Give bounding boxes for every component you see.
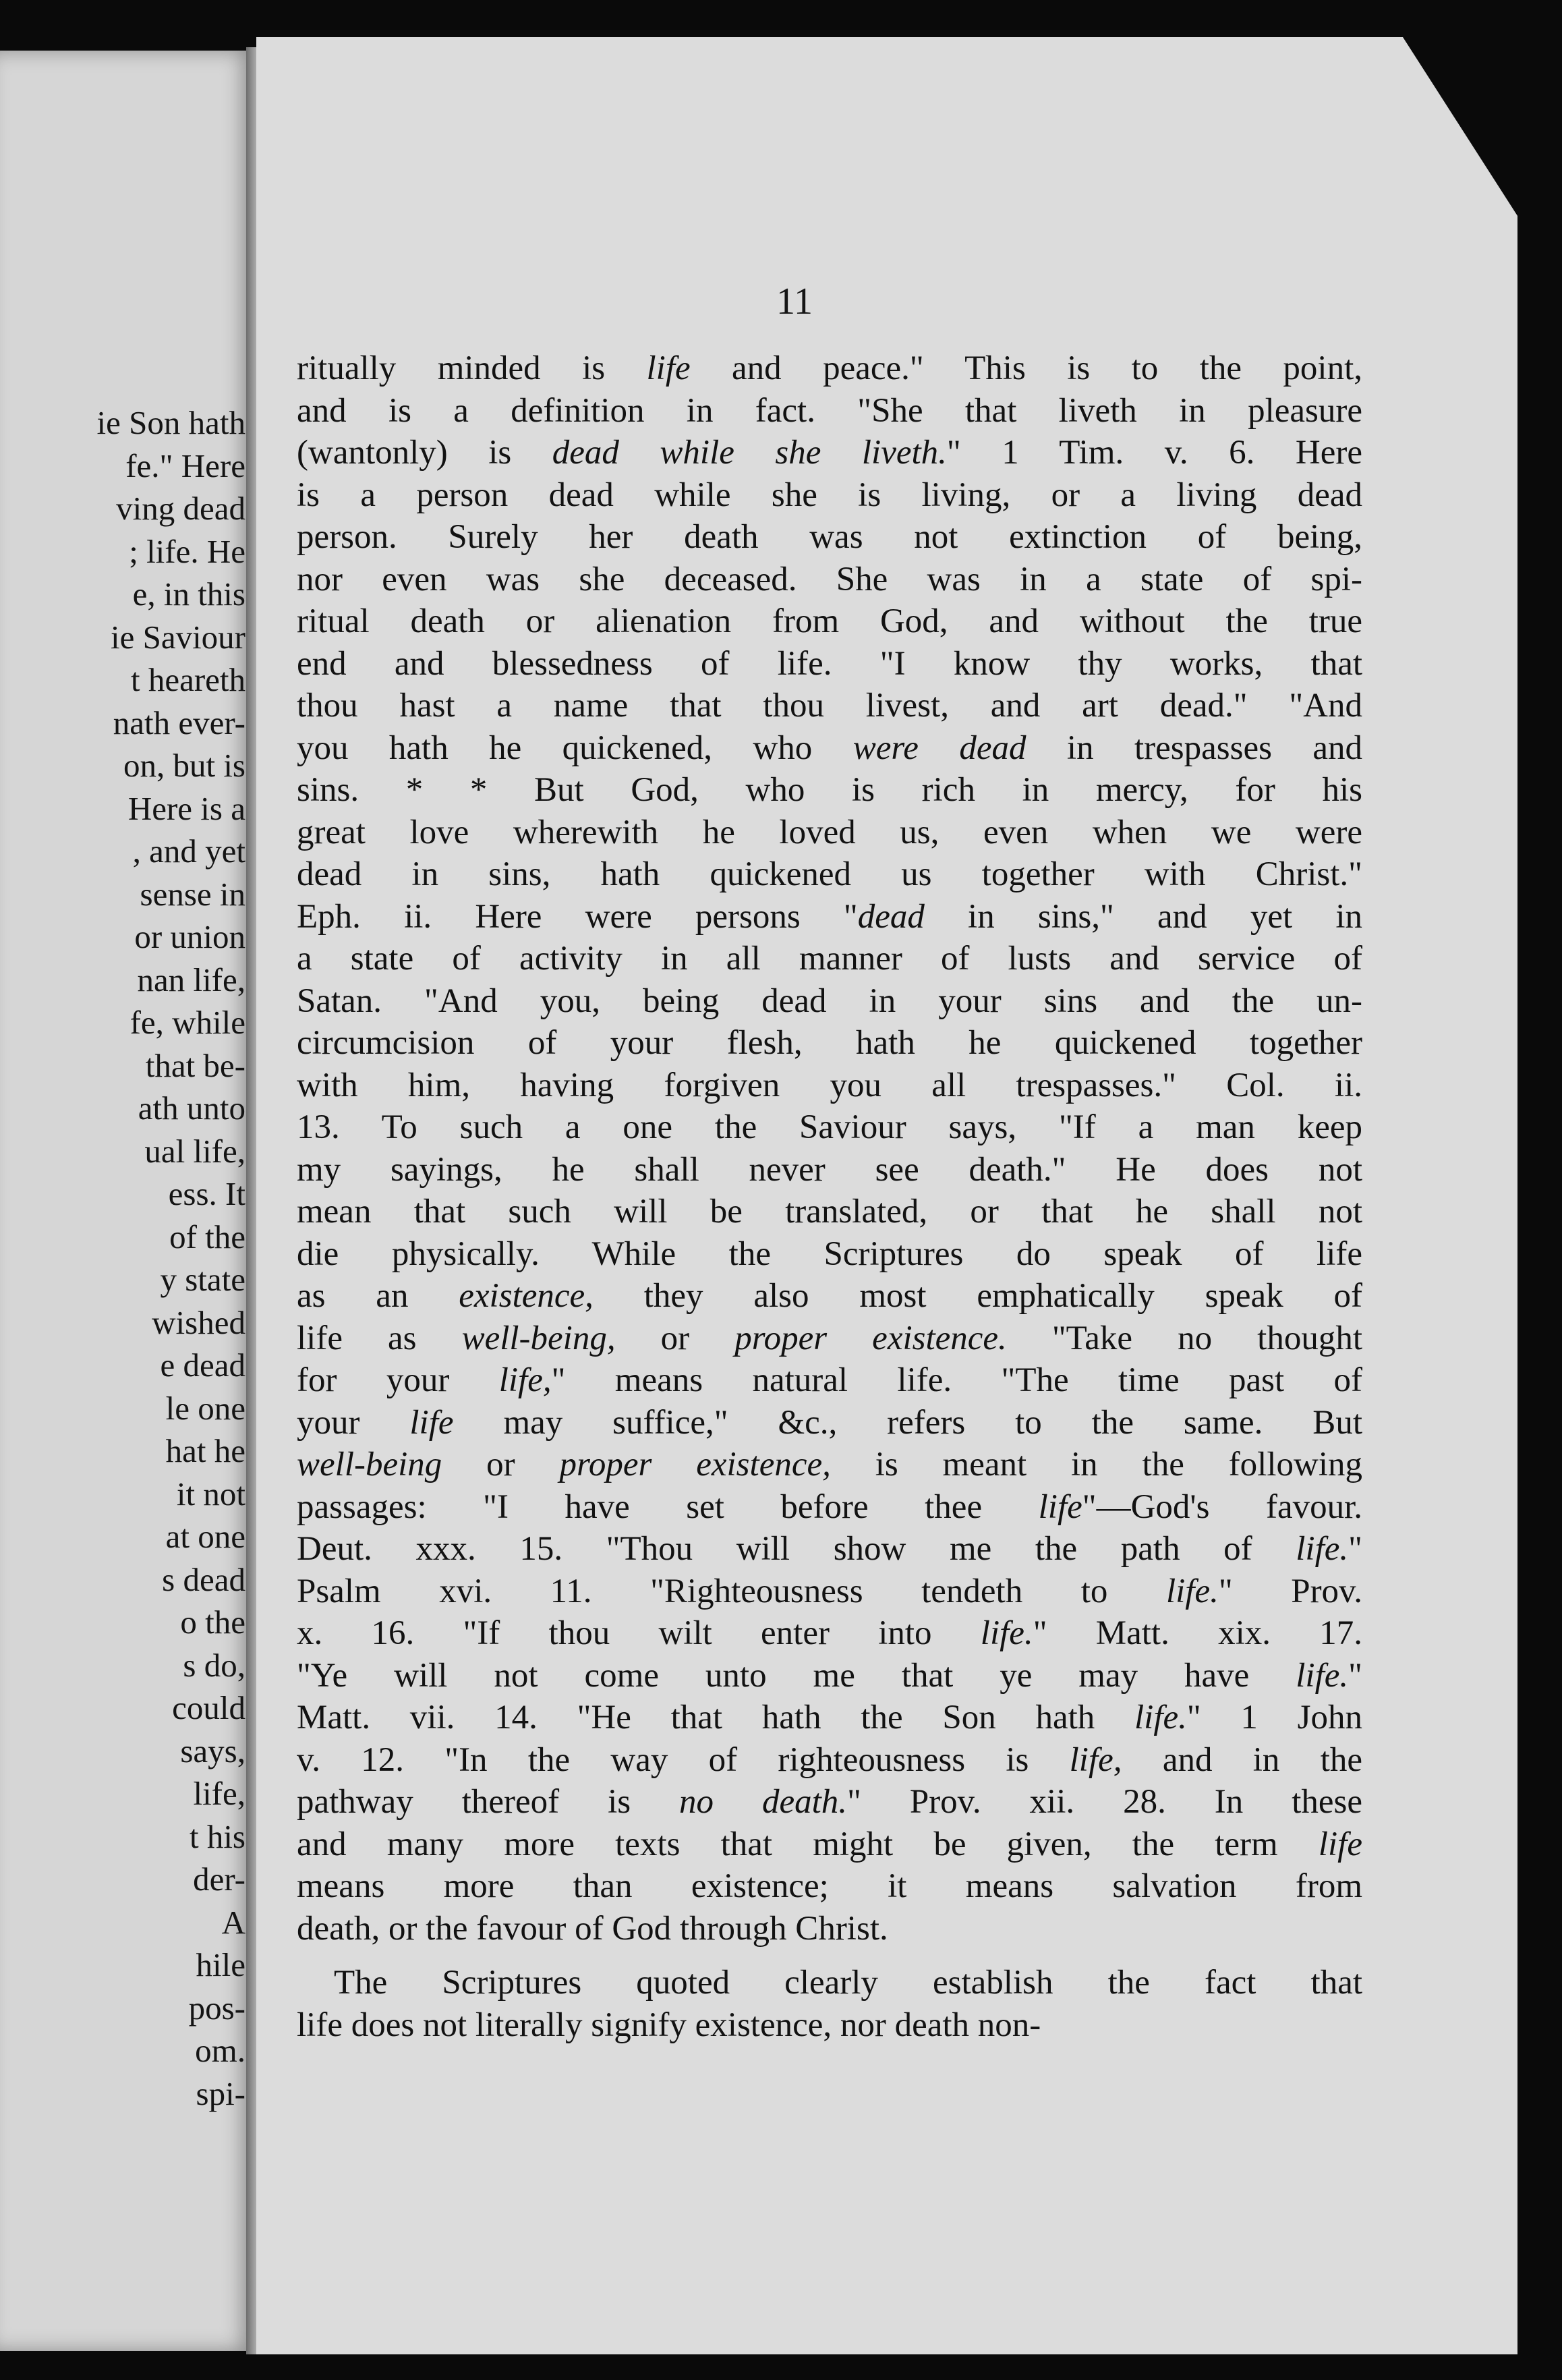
left-page-line: e, in this	[132, 575, 245, 613]
text-run: Psalm xvi. 11. "Righteousness tendeth to	[297, 1572, 1166, 1610]
text-line	[297, 1106, 1362, 1149]
left-page-line: der-	[193, 1861, 245, 1898]
text-line	[297, 1402, 1362, 1444]
text-run: my sayings, he shall never see death." He does not	[297, 1150, 1362, 1189]
text-line	[297, 1233, 1362, 1276]
text-run: is a person dead while she is living, or a living dead	[297, 476, 1362, 514]
left-page-line: it not	[176, 1475, 245, 1512]
text-run: " means natural life. "The time past of	[551, 1361, 1362, 1399]
text-line	[297, 1612, 1362, 1655]
text-line	[297, 432, 1362, 474]
text-run: may suffice," &c., refers to the same. But	[453, 1403, 1362, 1442]
text-run: die physically. While the Scriptures do speak of life	[297, 1235, 1362, 1273]
left-page-line: hat he	[165, 1432, 245, 1469]
left-page-line: pos-	[188, 1989, 245, 2027]
italic-text: life.	[1296, 1656, 1349, 1695]
text-run: with him, having forgiven you all trespasses." Col. ii.	[297, 1066, 1362, 1104]
left-page-line: , and yet	[132, 832, 245, 870]
text-run: Deut. xxx. 15. "Thou will show me the path of	[297, 1530, 1296, 1568]
text-run: or	[615, 1319, 735, 1357]
left-page-line: ; life. He	[129, 532, 245, 570]
text-line	[297, 1823, 1362, 1866]
left-page-line: ath unto	[138, 1089, 245, 1127]
text-line	[297, 474, 1362, 517]
text-run: person. Surely her death was not extinction of being,	[297, 518, 1362, 556]
text-run: thou hast a name that thou livest, and art dead." "And	[297, 687, 1362, 725]
italic-text: life,	[1069, 1740, 1122, 1779]
left-page-line: of the	[169, 1218, 245, 1255]
text-line	[297, 516, 1362, 559]
text-line	[297, 980, 1362, 1023]
left-page-text	[0, 401, 245, 2115]
left-page	[0, 51, 255, 2351]
italic-text: were dead	[852, 729, 1026, 767]
text-run: they also most emphatically speak of	[593, 1277, 1363, 1315]
text-run: " 1 John	[1186, 1699, 1363, 1736]
italic-text: dead	[857, 897, 925, 936]
left-page-line: ie Son hath	[96, 404, 245, 441]
text-line	[297, 1908, 1362, 1950]
left-page-line: sense in	[140, 875, 245, 913]
text-run: pathway thereof is	[297, 1783, 680, 1821]
text-run: (wantonly) is	[297, 434, 552, 472]
text-line	[297, 938, 1362, 980]
text-line	[297, 1781, 1362, 1823]
left-page-line: wished	[152, 1303, 245, 1341]
text-line	[297, 600, 1362, 643]
text-run: Satan. "And you, being dead in your sins and the un-	[297, 982, 1362, 1020]
text-run: ritually minded is	[297, 349, 647, 387]
text-run: "	[1348, 1656, 1362, 1695]
italic-text: well-being	[297, 1446, 442, 1483]
text-line	[297, 1065, 1362, 1107]
left-page-line: could	[172, 1689, 245, 1726]
text-run: mean that such will be translated, or that he shall not	[297, 1193, 1362, 1230]
text-line	[297, 1865, 1362, 1908]
italic-text: existence,	[459, 1277, 594, 1315]
left-page-line: o the	[180, 1604, 245, 1641]
page-number: 11	[776, 281, 813, 322]
italic-text: life.	[980, 1614, 1033, 1652]
text-run: Matt. vii. 14. "He that hath the Son hath	[297, 1699, 1134, 1736]
text-line	[297, 896, 1362, 938]
left-page-line: or union	[134, 918, 245, 955]
left-page-line: on, but is	[123, 747, 245, 784]
italic-text: life.	[1165, 1572, 1219, 1610]
text-line	[297, 1570, 1362, 1613]
left-page-line: ving dead	[116, 490, 245, 527]
text-run: nor even was she deceased. She was in a state of spi-	[297, 560, 1362, 598]
left-page-line: fe." Here	[125, 447, 245, 484]
text-run: for your	[297, 1361, 499, 1399]
text-run: ritual death or alienation from God, and without the true	[297, 602, 1362, 640]
text-run: death, or the favour of God through Christ.	[297, 1909, 888, 1948]
text-run: and peace." This is to the point,	[690, 349, 1362, 387]
text-line	[297, 2004, 1362, 2047]
left-page-line: at one	[165, 1518, 245, 1555]
text-run: or	[442, 1446, 560, 1483]
left-page-line: t his	[189, 1817, 245, 1855]
text-line	[297, 685, 1362, 727]
left-page-line: y state	[160, 1261, 245, 1298]
italic-text: life.	[1296, 1530, 1349, 1568]
paragraph	[297, 1962, 1362, 2046]
text-line	[297, 1655, 1362, 1697]
left-page-line: nath ever-	[113, 704, 245, 741]
left-page-line: says,	[180, 1732, 245, 1769]
text-line	[297, 390, 1362, 432]
text-run: "—God's favour.	[1082, 1488, 1363, 1526]
text-run: as an	[297, 1277, 459, 1315]
text-run: and in the	[1122, 1740, 1362, 1779]
left-page-line: hile	[196, 1946, 245, 1983]
text-run: " Prov. xii. 28. In these	[847, 1783, 1363, 1821]
text-line	[297, 1528, 1362, 1570]
text-line	[297, 1962, 1362, 2004]
italic-text: life.	[1134, 1699, 1187, 1736]
text-line	[297, 1486, 1362, 1529]
left-page-line: that be-	[145, 1046, 245, 1084]
left-page-line: t heareth	[130, 661, 245, 698]
text-run: is meant in the following	[830, 1446, 1362, 1483]
text-run: in sins," and yet in	[924, 897, 1362, 936]
page-body-text	[297, 347, 1362, 2046]
text-line	[297, 643, 1362, 685]
text-run: " 1 Tim. v. 6. Here	[946, 434, 1362, 472]
left-page-line: le one	[165, 1389, 245, 1427]
paragraph	[297, 347, 1362, 1950]
left-page-line: ie Saviour	[110, 618, 245, 656]
text-run: v. 12. "In the way of righteousness is	[297, 1740, 1070, 1779]
text-line	[297, 727, 1362, 770]
text-line	[297, 1318, 1362, 1360]
text-line	[297, 812, 1362, 854]
text-run: " Prov.	[1218, 1572, 1362, 1610]
text-line	[297, 1739, 1362, 1782]
text-run: and is a definition in fact. "She that liveth in pleasure	[297, 391, 1362, 430]
left-page-line: e dead	[160, 1347, 245, 1384]
text-run: " Matt. xix. 17.	[1033, 1614, 1363, 1652]
text-line	[297, 1359, 1362, 1402]
text-line	[297, 1275, 1362, 1318]
text-run: and many more texts that might be given, the term	[297, 1825, 1319, 1863]
italic-text: life	[646, 349, 691, 387]
text-run: The Scriptures quoted clearly establish the fact that	[334, 1964, 1362, 2002]
text-run: life does not literally signify existence, nor death non-	[297, 2006, 1041, 2044]
left-page-line: ess. It	[168, 1175, 245, 1212]
text-run: a state of activity in all manner of lusts and service of	[297, 940, 1362, 978]
text-run: "	[1348, 1530, 1362, 1568]
left-page-line: spi-	[196, 2074, 245, 2112]
text-run: end and blessedness of life. "I know thy works, that	[297, 644, 1362, 683]
left-page-line: nan life,	[137, 961, 245, 998]
text-line	[297, 347, 1362, 390]
text-line	[297, 1191, 1362, 1233]
italic-text: well-being,	[461, 1319, 616, 1357]
left-page-line: ual life,	[144, 1132, 245, 1170]
text-run: 13. To such a one the Saviour says, "If a man keep	[297, 1108, 1362, 1146]
text-run: in trespasses and	[1026, 729, 1362, 767]
text-run: means more than existence; it means salvation from	[297, 1867, 1362, 1905]
left-page-line: s do,	[183, 1646, 245, 1684]
left-page-line: fe, while	[129, 1004, 245, 1041]
text-run: x. 16. "If thou wilt enter into	[297, 1614, 981, 1652]
text-run: life as	[297, 1319, 462, 1357]
text-run: "Ye will not come unto me that ye may have	[297, 1656, 1296, 1695]
italic-text: life,	[498, 1361, 552, 1399]
text-run: sins. * * But God, who is rich in mercy, for his	[297, 771, 1362, 809]
text-run: Eph. ii. Here were persons "	[297, 897, 858, 936]
left-page-line: om.	[195, 2032, 245, 2069]
italic-text: dead while she liveth.	[552, 434, 947, 472]
left-page-line: A	[221, 1903, 245, 1941]
italic-text: life	[1038, 1488, 1082, 1526]
text-line	[297, 1444, 1362, 1486]
text-run: passages: "I have set before thee	[297, 1488, 1039, 1526]
italic-text: proper existence.	[734, 1319, 1007, 1357]
italic-text: life	[409, 1403, 454, 1442]
left-page-line: Here is a	[127, 789, 245, 827]
left-page-line: s dead	[162, 1560, 245, 1598]
left-page-line: life,	[193, 1775, 245, 1812]
text-line	[297, 559, 1362, 601]
text-run: circumcision of your flesh, hath he quickened together	[297, 1024, 1362, 1062]
text-run: dead in sins, hath quickened us together with Christ."	[297, 855, 1362, 893]
text-line	[297, 769, 1362, 812]
text-line	[297, 853, 1362, 896]
text-line	[297, 1022, 1362, 1065]
text-run: great love wherewith he loved us, even when we were	[297, 813, 1362, 851]
text-line	[297, 1697, 1362, 1739]
text-run: you hath he quickened, who	[297, 729, 853, 767]
italic-text: life	[1318, 1825, 1362, 1863]
text-line	[297, 1149, 1362, 1191]
italic-text: no death.	[679, 1783, 848, 1821]
text-run: "Take no thought	[1006, 1319, 1362, 1357]
italic-text: proper existence,	[559, 1446, 831, 1483]
text-run: your	[297, 1403, 410, 1442]
